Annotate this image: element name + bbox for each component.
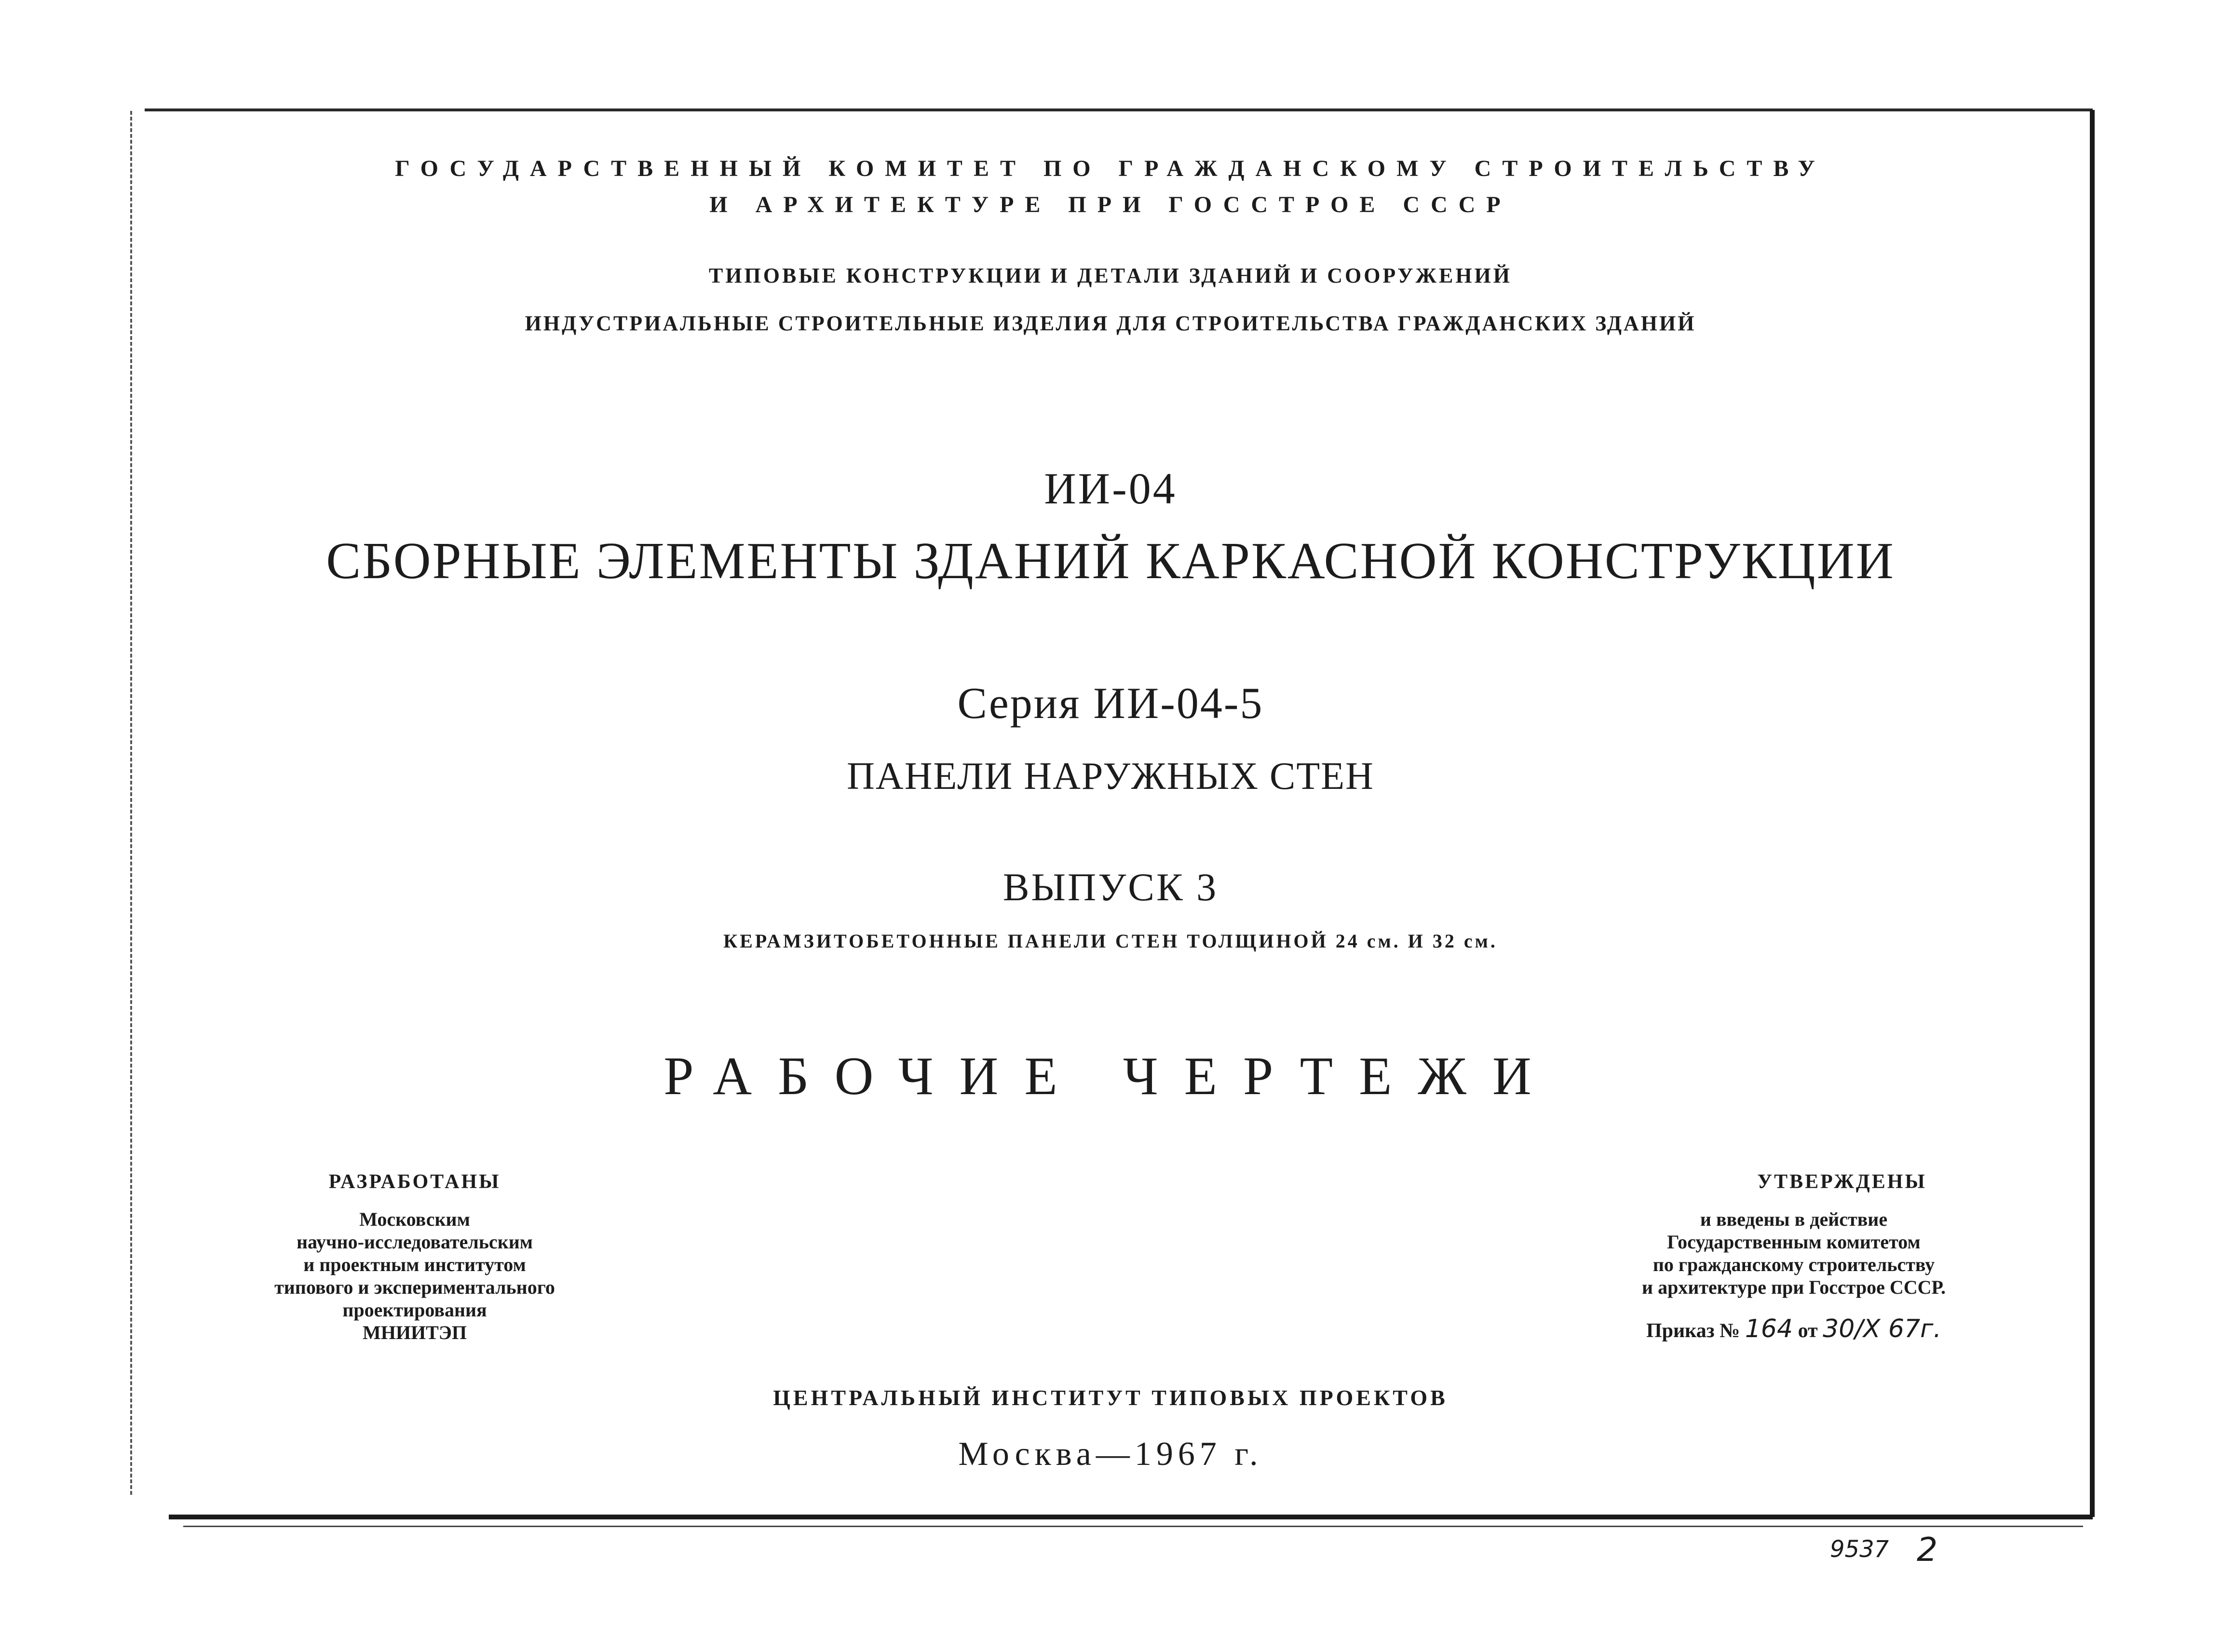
subtitle: ПАНЕЛИ НАРУЖНЫХ СТЕН [847, 755, 1374, 798]
order-from: от [1798, 1320, 1818, 1342]
issue-description: КЕРАМЗИТОБЕТОННЫЕ ПАНЕЛИ СТЕН ТОЛЩИНОЙ 24 см. И 32 см. [723, 930, 1498, 952]
frame-top-border [145, 108, 2093, 111]
committee-line-2: И АРХИТЕКТУРЕ ПРИ ГОССТРОЕ СССР [709, 192, 1512, 217]
approved-line: и введены в действие [1700, 1208, 1888, 1230]
category-line-2: ИНДУСТРИАЛЬНЫЕ СТРОИТЕЛЬНЫЕ ИЗДЕЛИЯ ДЛЯ СТРОИТЕЛЬСТВА ГРАЖДАНСКИХ ЗДАНИЙ [525, 311, 1696, 335]
order-number: 164 [1745, 1314, 1793, 1343]
frame-bottom-border [169, 1515, 2093, 1519]
order-date: 30/X 67г. [1823, 1314, 1942, 1343]
frame-bottom-underline [183, 1526, 2083, 1527]
approved-line: Государственным комитетом [1667, 1231, 1921, 1253]
developed-heading: РАЗРАБОТАНЫ [328, 1171, 501, 1193]
issue-number: ВЫПУСК 3 [1002, 865, 1219, 909]
approval-order [1582, 1314, 2006, 1343]
order-prefix: Приказ № [1646, 1320, 1740, 1342]
approved-by-block [1582, 1171, 2006, 1342]
developed-line: типового и экспериментального [274, 1276, 555, 1298]
sheet-number: 2 [1917, 1531, 1938, 1569]
page-title: СБОРНЫЕ ЭЛЕМЕНТЫ ЗДАНИЙ КАРКАСНОЙ КОНСТРУКЦИИ [326, 532, 1895, 590]
document-type: РАБОЧИЕ ЧЕРТЕЖИ [664, 1046, 1557, 1106]
city-year: Москва—1967 г. [958, 1435, 1263, 1473]
approved-line: по гражданскому строительству [1652, 1254, 1935, 1275]
developed-line: МНИИТЭП [362, 1322, 467, 1343]
developed-line: проектирования [342, 1299, 487, 1321]
inventory-number: 9537 [1830, 1536, 1889, 1563]
category-line-1: ТИПОВЫЕ КОНСТРУКЦИИ И ДЕТАЛИ ЗДАНИЙ И СООРУЖЕНИЙ [708, 264, 1513, 287]
series-label: Серия ИИ-04-5 [957, 678, 1264, 728]
developed-by-block [222, 1171, 608, 1344]
committee-line-1: ГОСУДАРСТВЕННЫЙ КОМИТЕТ ПО ГРАЖДАНСКОМУ СТРОИТЕЛЬСТВУ [395, 156, 1826, 181]
developed-line: научно-исследовательским [296, 1231, 533, 1253]
developed-line: и проектным институтом [303, 1254, 526, 1275]
approved-line: и архитектуре при Госстрое СССР. [1642, 1276, 1946, 1298]
developed-line: Московским [359, 1208, 470, 1230]
publisher-institute: ЦЕНТРАЛЬНЫЙ ИНСТИТУТ ТИПОВЫХ ПРОЕКТОВ [773, 1385, 1448, 1410]
series-code: ИИ-04 [1044, 464, 1177, 513]
approved-heading: УТВЕРЖДЕНЫ [1757, 1171, 1927, 1193]
